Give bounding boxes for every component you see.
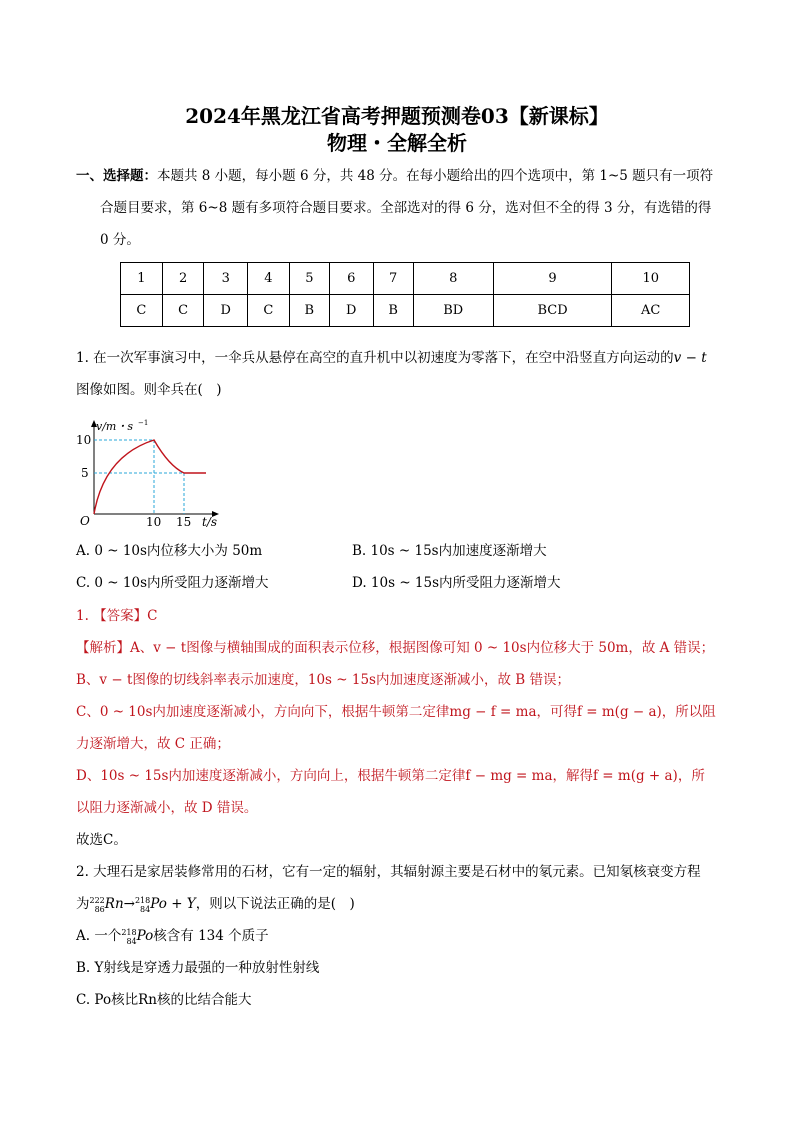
- po-number: 84: [140, 904, 151, 914]
- q2-option-a-indices: [121, 928, 136, 946]
- page-subtitle: 物理・全解全析: [327, 131, 467, 155]
- y-tick-5: 5: [81, 466, 89, 480]
- table-cell: B: [289, 295, 329, 327]
- table-cell: BCD: [493, 295, 612, 327]
- q1-stem-text: 1. 在一次军事演习中，一伞兵从悬停在高空的直升机中以初速度为零落下，在空中沿竖直方向运动的: [76, 350, 674, 366]
- table-cell: 7: [373, 263, 413, 295]
- instructions-line-2: 合题目要求，第 6~8 题有多项符合题目要求。全部选对的得 6 分，选对但不全的得 3 分，有选错的得: [100, 200, 712, 216]
- page-title: 2024年黑龙江省高考押题预测卷03【新课标】: [185, 104, 609, 128]
- q2-option-a-pre: A. 一个: [76, 928, 122, 944]
- instructions-line-1: [76, 160, 736, 192]
- instructions-line-3: 0 分。: [100, 232, 140, 248]
- q1-conclusion: 故选C。: [76, 832, 127, 848]
- q1-stem-vt: v − t: [673, 350, 707, 366]
- q1-analysis-line-6: 以阻力逐渐减小，故 D 错误。: [76, 800, 258, 816]
- q2-option-a-number: 84: [126, 936, 137, 946]
- q2-eq-prefix: 为: [76, 896, 90, 912]
- q1-analysis-line-1: 【解析】A、v − t图像与横轴围成的面积表示位移，根据图像可知 0 ~ 10s内位移大于 50m，故 A 错误；: [76, 640, 715, 656]
- question-1-stem: [76, 342, 736, 406]
- q2-option-c: C. Po核比Rn核的比结合能大: [76, 992, 252, 1008]
- rn-number: 86: [94, 904, 105, 914]
- vt-curve: [94, 440, 206, 514]
- y-product: + Y: [166, 896, 196, 912]
- rn-mass: 222: [89, 895, 105, 905]
- q2-option-a-post: 核含有 134 个质子: [153, 928, 269, 944]
- po-indices: [135, 896, 150, 914]
- table-cell: 5: [289, 263, 329, 295]
- x-tick-10: 10: [146, 515, 162, 529]
- decay-arrow: →: [123, 896, 135, 912]
- vt-graph: [74, 416, 234, 530]
- q1-answer-block: [76, 600, 736, 824]
- table-cell: C: [162, 295, 204, 327]
- table-cell: AC: [612, 295, 690, 327]
- answer-table-answers-row: [121, 295, 690, 327]
- table-cell: 8: [413, 263, 493, 295]
- q1-analysis-line-5: D、10s ~ 15s内加速度逐渐减小，方向向上，根据牛顿第二定律f − mg = ma，解得f = m(g + a)，所: [76, 768, 705, 784]
- q1-option-b: B. 10s ~ 15s内加速度逐渐增大: [352, 543, 547, 559]
- q1-option-a: A. 0 ~ 10s内位移大小为 50m: [76, 543, 263, 559]
- y-tick-10: 10: [76, 433, 92, 447]
- table-cell: C: [121, 295, 163, 327]
- answer-table: [120, 262, 690, 327]
- po-mass: 218: [134, 895, 151, 905]
- q1-analysis-line-4: 力逐渐增大，故 C 正确；: [76, 736, 230, 752]
- origin-label: O: [80, 514, 90, 528]
- q1-analysis-line-3: C、0 ~ 10s内加速度逐渐减小，方向向下，根据牛顿第二定律mg − f = ma，可得f = m(g − a)，所以阻: [76, 704, 716, 720]
- q2-option-b: B. Y射线是穿透力最强的一种放射性射线: [76, 960, 320, 976]
- table-cell: D: [204, 295, 248, 327]
- rn-symbol: Rn: [104, 896, 124, 912]
- table-cell: 1: [121, 263, 163, 295]
- table-cell: 4: [248, 263, 290, 295]
- x-axis-label: t/s: [202, 515, 218, 529]
- table-cell: 3: [204, 263, 248, 295]
- q2-option-a: [76, 920, 736, 952]
- rn-indices: [90, 896, 105, 914]
- table-cell: D: [329, 295, 373, 327]
- q2-stem-line-2: [76, 888, 736, 920]
- answer-table-numbers-row: [121, 263, 690, 295]
- y-axis-label: v/m・s: [96, 420, 133, 433]
- table-cell: BD: [413, 295, 493, 327]
- section-instructions: [76, 160, 736, 256]
- table-cell: 6: [329, 263, 373, 295]
- q2-stem-tail: ，则以下说法正确的是( ): [195, 896, 355, 912]
- q1-option-c: C. 0 ~ 10s内所受阻力逐渐增大: [76, 575, 269, 591]
- q1-answer: 1. 【答案】C: [76, 608, 158, 624]
- table-cell: 2: [162, 263, 204, 295]
- question-2-stem: [76, 856, 736, 1016]
- q1-option-d: D. 10s ~ 15s内所受阻力逐渐增大: [352, 575, 561, 591]
- table-cell: B: [373, 295, 413, 327]
- q2-stem-line-1: 2. 大理石是家居装修常用的石材，它有一定的辐射，其辐射源主要是石材中的氡元素。已知氡核衰变方程: [76, 864, 701, 880]
- q1-stem-line-2: 图像如图。则伞兵在( ): [76, 382, 222, 398]
- q1-analysis-line-2: B、v − t图像的切线斜率表示加速度，10s ~ 15s内加速度逐渐减小，故 B 错误；: [76, 672, 570, 688]
- section-heading: 一、选择题：: [76, 168, 157, 184]
- table-cell: 9: [493, 263, 612, 295]
- instructions-text-1: 本题共 8 小题，每小题 6 分，共 48 分。在每小题给出的四个选项中，第 1~5 题只有一项符: [157, 168, 714, 184]
- x-tick-15: 15: [176, 515, 192, 529]
- q2-option-a-mass: 218: [121, 927, 137, 937]
- q2-option-a-po: Po: [136, 928, 154, 944]
- q1-stem-line-1: [76, 342, 736, 374]
- y-axis-label-sup: −1: [138, 419, 149, 427]
- po-symbol: Po: [150, 896, 167, 912]
- table-cell: 10: [612, 263, 690, 295]
- table-cell: C: [248, 295, 290, 327]
